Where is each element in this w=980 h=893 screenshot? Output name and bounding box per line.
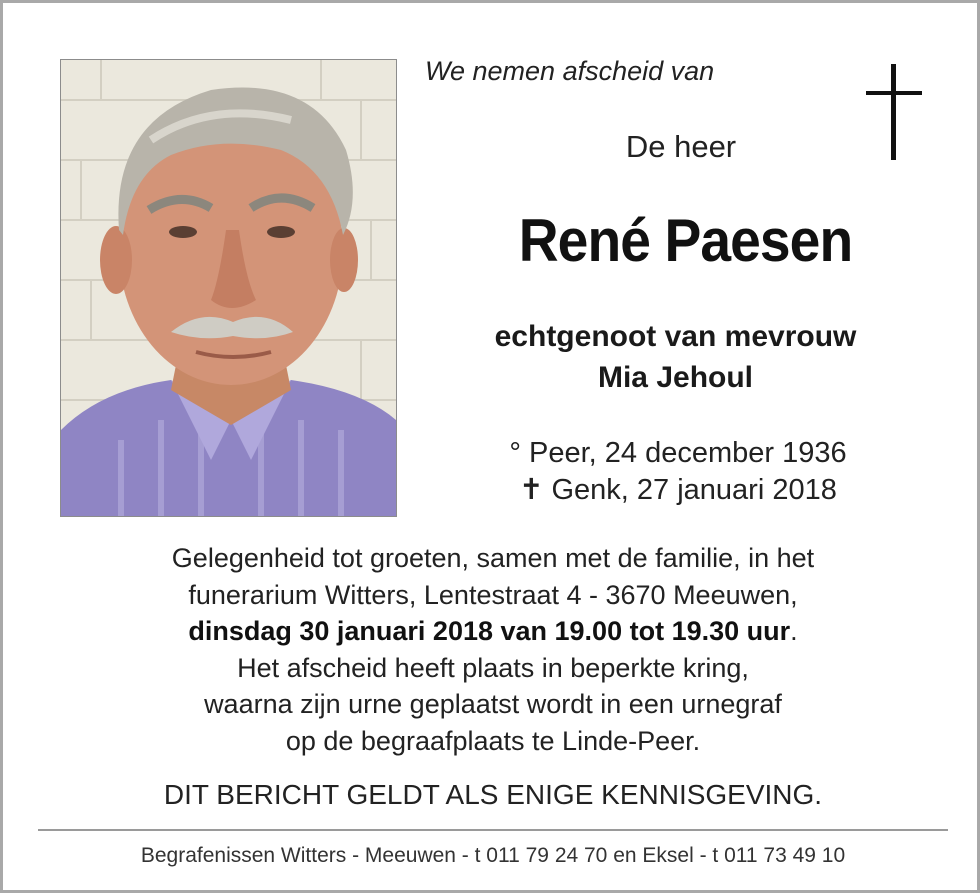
spouse-line-1: echtgenoot van mevrouw: [494, 320, 857, 353]
portrait-illustration: [61, 60, 396, 516]
announcement-body: [43, 540, 943, 759]
body-line-2: funerarium Witters, Lentestraat 4 - 3670 Meeuwen,: [188, 579, 798, 610]
portrait-photo: [60, 59, 397, 517]
birth-date: ° Peer, 24 december 1936: [509, 437, 847, 469]
body-line-6: op de begraafplaats te Linde-Peer.: [285, 725, 701, 756]
spouse-name: Mia Jehoul: [597, 361, 754, 394]
body-line-1: Gelegenheid tot groeten, samen met de familie, in het: [171, 543, 815, 573]
spouse-block: [423, 316, 928, 398]
intro-text: We nemen afscheid van: [425, 56, 715, 86]
notice-text: DIT BERICHT GELDT ALS ENIGE KENNISGEVING.: [163, 779, 823, 810]
body-line-5: waarna zijn urne geplaatst wordt in een urnegraf: [204, 689, 782, 719]
funeral-home-footer: Begrafenissen Witters - Meeuwen - t 011 79 24 70 en Eksel - t 011 73 49 10: [140, 844, 846, 867]
body-line-3-end: .: [790, 616, 798, 646]
salutation: De heer: [625, 129, 737, 164]
body-line-3: [43, 613, 943, 650]
visitation-time: dinsdag 30 januari 2018 van 19.00 tot 19.30 uur: [188, 616, 791, 646]
deceased-name: René Paesen: [518, 207, 853, 274]
death-date: ✝ Genk, 27 januari 2018: [519, 474, 837, 506]
dates-block: [443, 435, 913, 509]
body-line-4: Het afscheid heeft plaats in beperkte kring,: [237, 652, 749, 683]
divider: [38, 829, 948, 831]
